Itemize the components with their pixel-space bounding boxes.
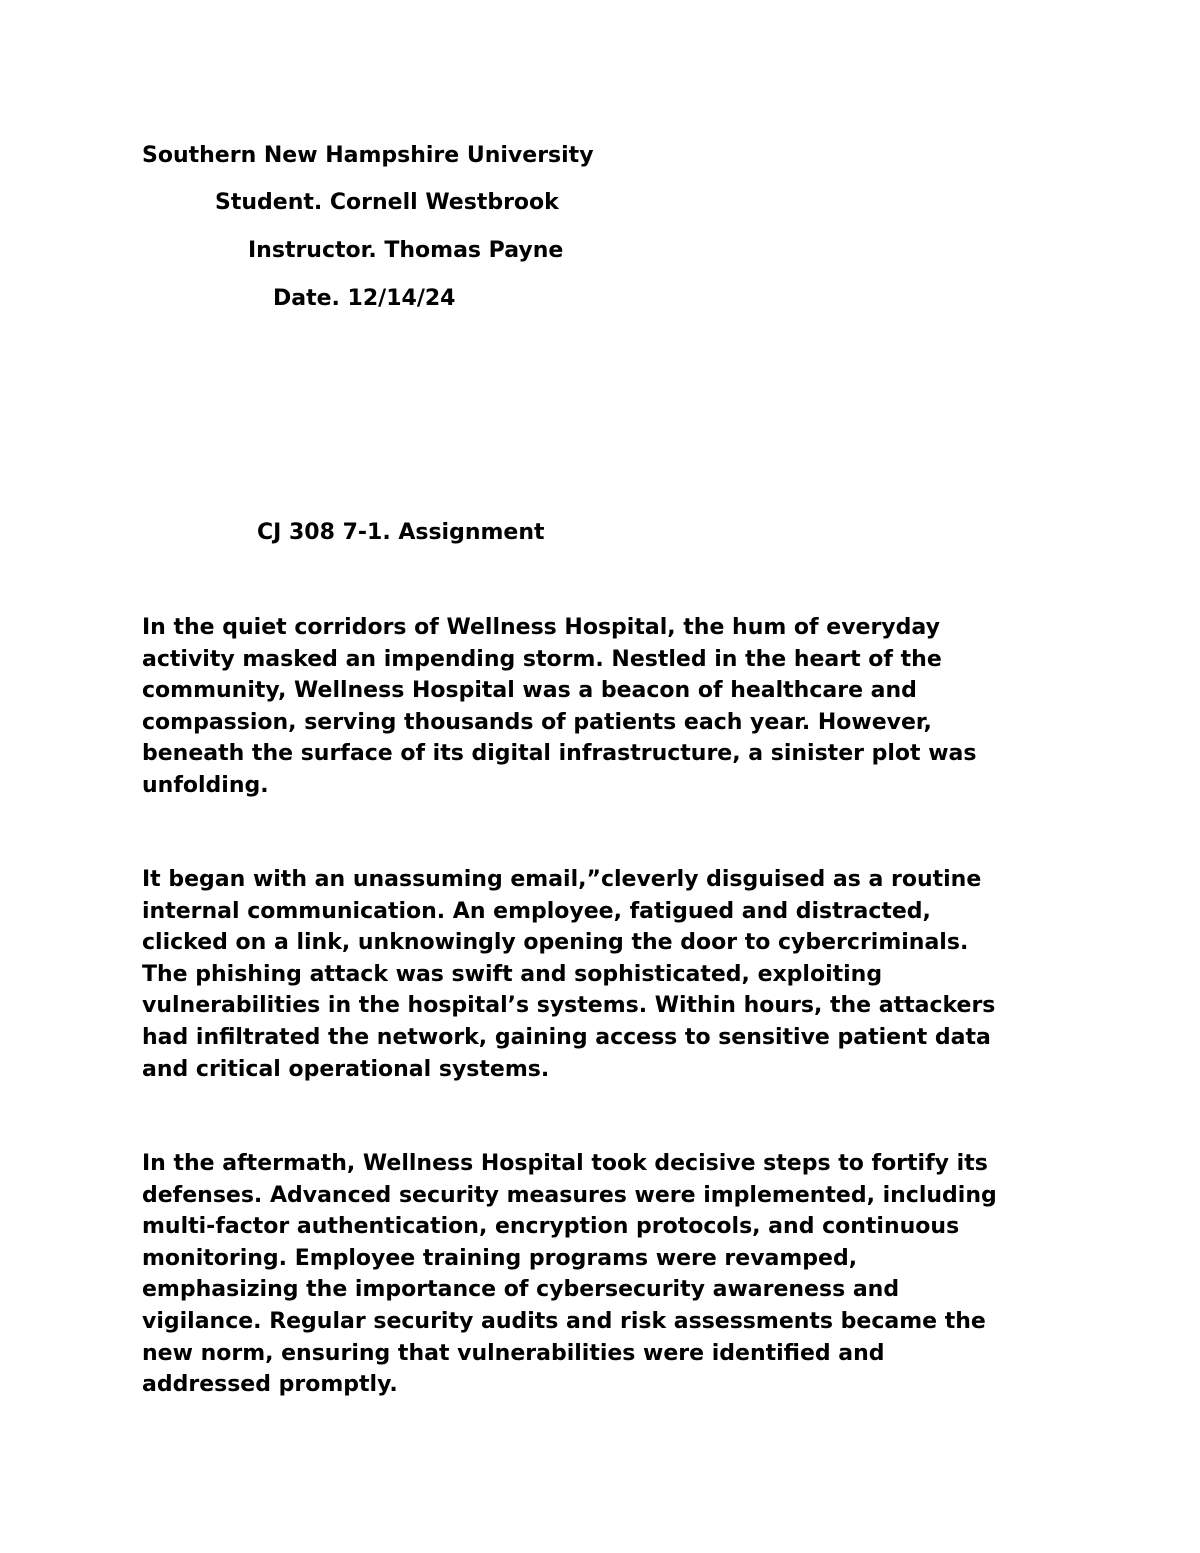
paragraph-line: compassion, serving thousands of patients each year. However, xyxy=(142,709,932,735)
paragraph-line: and critical operational systems. xyxy=(142,1056,550,1082)
paragraph-line: community, Wellness Hospital was a beacon of healthcare and xyxy=(142,678,917,704)
submission-date: Date. 12/14/24 xyxy=(273,286,456,311)
paragraph-line: beneath the surface of its digital infrastructure, a sinister plot was xyxy=(142,741,977,767)
paragraph-line: vulnerabilities in the hospital’s systems. Within hours, the attackers xyxy=(142,993,996,1019)
paragraph-line: addressed promptly. xyxy=(142,1372,398,1398)
paragraph-line: emphasizing the importance of cybersecurity awareness and xyxy=(142,1277,900,1303)
university-name: Southern New Hampshire University xyxy=(142,143,594,168)
paragraph-line: In the aftermath, Wellness Hospital took decisive steps to fortify its xyxy=(142,1151,988,1176)
instructor-name: Instructor. Thomas Payne xyxy=(248,238,564,263)
paragraph-line: unfolding. xyxy=(142,772,269,798)
paragraph-line: activity masked an impending storm. Nestled in the heart of the xyxy=(142,646,942,672)
paragraph-line: clicked on a link, unknowingly opening the door to cybercriminals. xyxy=(142,930,969,956)
paragraph-line: had infiltrated the network, gaining access to sensitive patient data xyxy=(142,1024,991,1050)
paragraph-3 xyxy=(142,1148,1082,1401)
paragraph-line: multi-factor authentication, encryption protocols, and continuous xyxy=(142,1214,960,1240)
paragraph-1 xyxy=(142,612,1082,802)
paragraph-line: In the quiet corridors of Wellness Hospital, the hum of everyday xyxy=(142,615,940,640)
paragraph-line: It began with an unassuming email,”cleverly disguised as a routine xyxy=(142,867,982,892)
paragraph-line: defenses. Advanced security measures were implemented, including xyxy=(142,1182,997,1208)
paragraph-line: The phishing attack was swift and sophisticated, exploiting xyxy=(142,961,883,987)
paragraph-line: vigilance. Regular security audits and risk assessments became the xyxy=(142,1308,986,1334)
student-name: Student. Cornell Westbrook xyxy=(215,190,559,215)
assignment-title: CJ 308 7-1. Assignment xyxy=(257,520,545,545)
paragraph-2 xyxy=(142,864,1082,1085)
paragraph-line: monitoring. Employee training programs were revamped, xyxy=(142,1245,858,1271)
paragraph-line: internal communication. An employee, fatigued and distracted, xyxy=(142,898,931,924)
paragraph-line: new norm, ensuring that vulnerabilities were identified and xyxy=(142,1340,885,1366)
